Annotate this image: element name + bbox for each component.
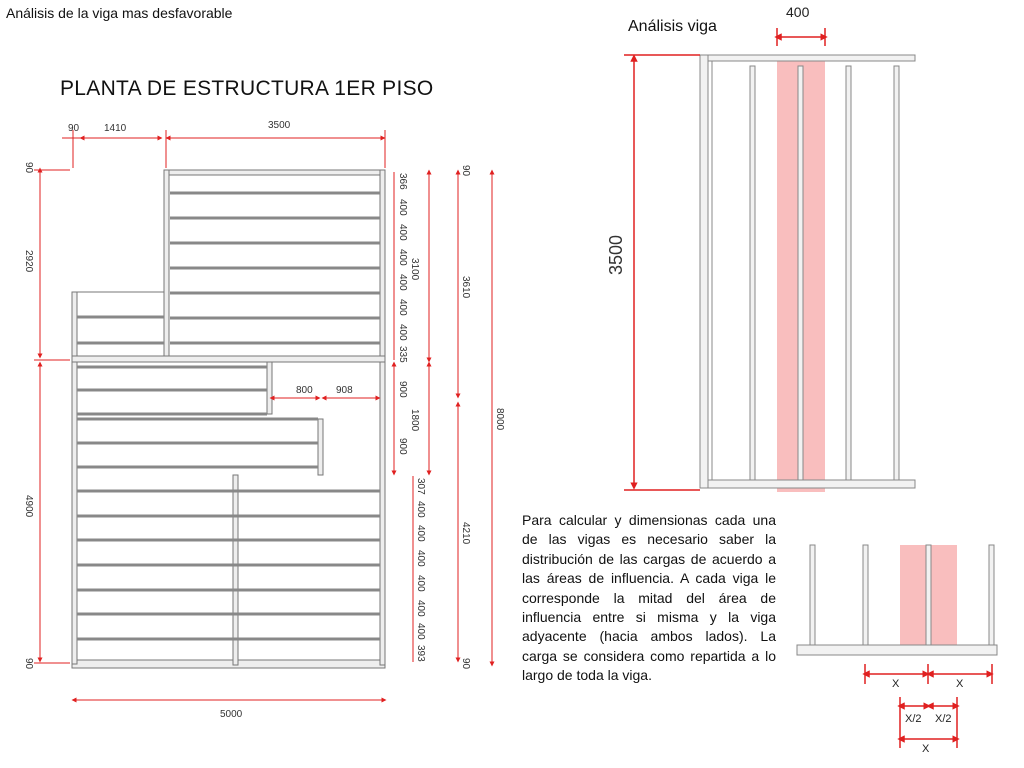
dim-right-a-10: 900 (397, 438, 408, 455)
dim-right-a-3: 400 (397, 224, 408, 241)
dim-right-c-1: 90 (460, 165, 471, 177)
dim-right-a-2: 400 (397, 199, 408, 216)
detail-frame (797, 545, 997, 655)
beam-spacing-label: 400 (786, 4, 810, 20)
dim-right-a-1: 366 (397, 173, 408, 190)
description-paragraph: Para calcular y dimensionas cada una de las vigas es necesario saber la distribución de las cargas de acuerdo a las áreas de influencia. A cada viga le corresponde la mitad del área de influencia entre si misma y la viga adyacente (hacia ambos lados). La carga se considera como repartida a lo largo de toda la viga. (522, 512, 776, 684)
dim-top-2: 1410 (104, 123, 127, 134)
dim-right-b-1: 3100 (409, 258, 420, 281)
dim-right-b-2: 1800 (409, 409, 420, 432)
dim-right-a-11: 307 (415, 478, 426, 495)
dim-right-total: 8000 (494, 408, 505, 431)
dim-right-a-7: 400 (397, 324, 408, 341)
dim-right-a-8: 335 (397, 346, 408, 363)
detail-label-x-1: X (892, 678, 900, 690)
dim-right-c-3: 4210 (460, 522, 471, 545)
dim-right-a-12: 400 (415, 501, 426, 518)
dim-right-a-16: 400 (415, 600, 426, 617)
page-title: Análisis de la viga mas desfavorable (6, 5, 233, 21)
detail-label-x-2: X (956, 678, 964, 690)
dim-bottom: 5000 (220, 709, 243, 720)
dim-right-a-14: 400 (415, 550, 426, 567)
dim-right-a-15: 400 (415, 575, 426, 592)
detail-label-half-1: X/2 (905, 713, 922, 725)
dim-right-a-5: 400 (397, 274, 408, 291)
dim-left-2: 2920 (23, 250, 34, 273)
dim-inner-2: 908 (336, 385, 353, 396)
detail-label-half-2: X/2 (935, 713, 952, 725)
dim-left-4: 90 (23, 658, 34, 670)
dim-right-c-2: 3610 (460, 276, 471, 299)
beam-span-label: 3500 (606, 234, 626, 275)
detail-dimension-lines (865, 664, 992, 748)
dim-top-1: 90 (68, 123, 80, 134)
dim-left-1: 90 (23, 162, 34, 174)
dim-right-a-18: 393 (415, 645, 426, 662)
beam-analysis-title: Análisis viga (628, 18, 717, 35)
dim-right-a-17: 400 (415, 623, 426, 640)
dim-left-3: 4900 (23, 495, 34, 518)
dim-right-a-13: 400 (415, 525, 426, 542)
dim-top-3: 3500 (268, 120, 291, 131)
dim-inner-1: 800 (296, 385, 313, 396)
dim-right-c-4: 90 (460, 658, 471, 670)
dim-right-a-4: 400 (397, 249, 408, 266)
detail-label-x-bottom: X (922, 743, 930, 755)
dim-right-a-9: 900 (397, 381, 408, 398)
dim-right-a-6: 400 (397, 299, 408, 316)
floor-plan-title: PLANTA DE ESTRUCTURA 1ER PISO (60, 77, 434, 100)
